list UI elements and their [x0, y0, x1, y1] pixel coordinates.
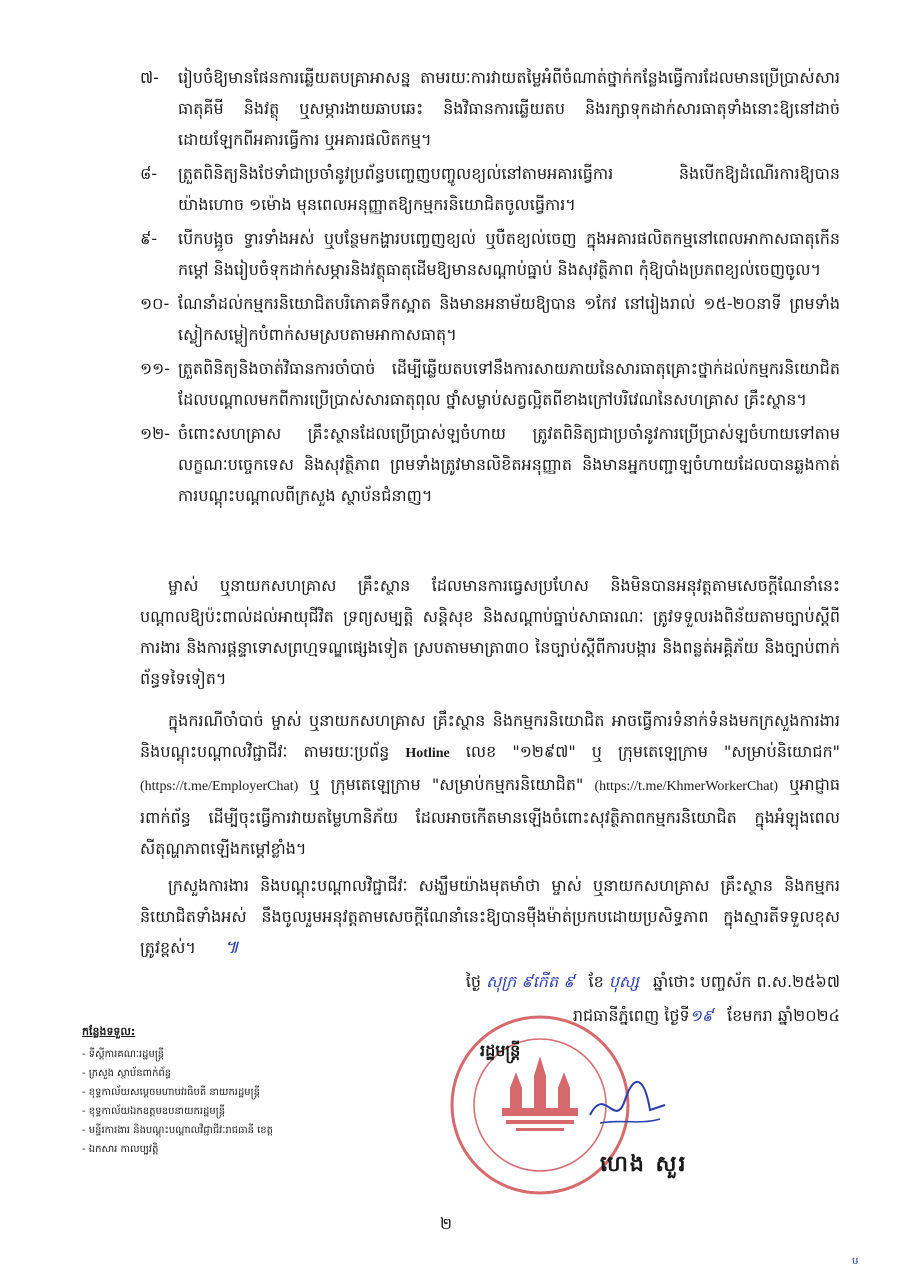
penalty-paragraph: ម្ចាស់ ឬនាយកសហគ្រាស គ្រឹះស្ថាន ដែលមានការធ្វេសប្រហែស និងមិនបានអនុវត្តតាមសេចក្តីណែនាំនេះ បណ្តាលឱ្យប៉ះពាល់ដល់អាយុជីវិត ទ្រព្យសម្បត្តិ សន្តិសុខ និងសណ្តាប់ធ្នាប់សាធារណៈ ត្រូវទទួលរងពិន័យតាមច្បាប់ស្តីពីការងារ និងការផ្តន្ទាទោសព្រហ្មទណ្ឌផ្សេងទៀត ស្របតាមមាត្រា៣០ នៃច្បាប់ស្តីពីការបង្ការ និងពន្លត់អគ្គិភ័យ និងច្បាប់ពាក់ព័ន្ធទទៃទៀត។ — [140, 576, 840, 688]
recipient-item: - ទីស្តីការគណៈរដ្ឋមន្ត្រី — [82, 1049, 165, 1060]
item-text: បើកបង្អួច ទ្វារទាំងអស់ ឬបន្ថែមកង្ហារបញ្ចេញខ្យល់ ឬបឺតខ្យល់ចេញ ក្នុងអគារផលិតកម្មនៅពេលអាកាសធាតុកើនកម្តៅ និងរៀបចំទុកដាក់សម្ភារនិងវត្ថុធាតុដើមឱ្យមានសណ្តាប់ធ្នាប់ និងសុវត្ថិភាព កុំឱ្យបាំងប្រភពខ្យល់ចេញចូល។ — [178, 229, 840, 279]
city-date: រាជធានីភ្នំពេញ ថ្ងៃទី១៩ — [572, 1006, 714, 1025]
contact-paragraph — [140, 705, 840, 864]
hotline-label: Hotline — [405, 746, 450, 761]
recipient-item: - មន្ទីរការងារ និងបណ្តុះបណ្តាលវិជ្ជាជីវៈរាជធានី ខេត្ត — [82, 1125, 274, 1136]
recipient-item: - ខុទ្ទកាល័យសម្តេចមហាបវរធិបតី នាយករដ្ឋមន្ត្រី — [82, 1087, 260, 1098]
item-text: ត្រួតពិនិត្យនិងថែទាំជាប្រចាំនូវប្រព័ន្ធបញ្ចេញបញ្ចូលខ្យល់នៅតាមអគារធ្វើការ និងបើកឱ្យដំណើរការឱ្យបានយ៉ាងហោច ១ម៉ោង មុនពេលអនុញ្ញាតឱ្យកម្មករនិយោជិតចូលធ្វើការ។ — [178, 164, 840, 214]
lunar-date-line — [420, 965, 840, 999]
recipient-item: - ខុទ្ទកាល័យឯកឧត្តមឧបនាយករដ្ឋមន្ត្រី — [82, 1106, 226, 1117]
closing-paragraph — [140, 870, 840, 963]
year-text: ឆ្នាំថោះ បញ្ចស័ក ព.ស.២៥៦៧ — [653, 972, 840, 991]
list-item — [140, 353, 840, 415]
recipient-item: - ឯកសារ កាលប្បវត្តិ — [82, 1144, 159, 1155]
guideline-list — [140, 62, 840, 514]
item-text: រៀបចំឱ្យមានផែនការឆ្លើយតបគ្រាអាសន្ន តាមរយៈការវាយតម្លៃអំពីចំណាត់ថ្នាក់កន្លែងធ្វើការដែលមានប្រើប្រាស់សារធាតុគីមី និងវត្ថុ ឬសម្ភារងាយឆាបឆេះ និងវិធានការឆ្លើយតប និងរក្សាទុកដាក់សារធាតុទាំងនោះឱ្យនៅដាច់ដោយឡែកពីអគារធ្វើការ ឬអគារផលិតកម្ម។ — [178, 68, 840, 149]
employer-chat-link[interactable]: (https://t.me/EmployerChat) — [140, 779, 299, 794]
recipients-title: កន្លែងទទួល: — [82, 1025, 136, 1038]
contact-text: ក្នុងករណីចាំបាច់ ម្ចាស់ ឬនាយកសហគ្រាស គ្រឹះស្ថាន និងកម្មករនិយោជិត អាចធ្វើការទំនាក់ទំនងមកក្រសួងការងារ និងបណ្តុះបណ្តាលវិជ្ជាជីវៈ តាមរយៈប្រព័ន្ធ — [140, 711, 840, 761]
list-item — [140, 158, 840, 220]
day-handwritten: សុក្រ ៩កើត ៩ — [486, 972, 575, 991]
contact-text: លេខ "១២៩៧" ឬ ក្រុមតេឡេក្រាម "សម្រាប់និយោជក" — [465, 742, 841, 761]
list-item — [140, 223, 840, 285]
list-item — [140, 62, 840, 155]
item-number: ១០- — [140, 294, 170, 313]
signature — [580, 1075, 670, 1135]
item-text: ចំពោះសហគ្រាស គ្រឹះស្ថានដែលប្រើប្រាស់ឡចំហាយ ត្រូវតពិនិត្យជាប្រចាំនូវការប្រើប្រាស់ឡចំហាយទៅតាមលក្ខណៈបច្ចេកទេស និងសុវត្ថិភាព ព្រមទាំងត្រូវមានលិខិតអនុញ្ញាត និងមានអ្នកបញ្ជាឡចំហាយដែលបានឆ្លងកាត់ការបណ្តុះបណ្តាលពីក្រសួង ស្ថាប័នជំនាញ។ — [178, 424, 840, 505]
item-number: ១១- — [140, 359, 170, 378]
minister-title: រដ្ឋមន្ត្រី — [480, 1041, 521, 1060]
recipient-item: - ក្រសួង ស្ថាប័នពាក់ព័ន្ធ — [82, 1068, 172, 1079]
item-number: ១២- — [140, 424, 170, 443]
closing-text: ក្រសួងការងារ និងបណ្តុះបណ្តាលវិជ្ជាជីវៈ សង្ឃឹមយ៉ាងមុតមាំថា ម្ចាស់ ឬនាយកសហគ្រាស គ្រឹះស្ថាន និងកម្មករនិយោជិតទាំងអស់ នឹងចូលរួមអនុវត្តតាមសេចក្តីណែនាំនេះឱ្យបានម៉ឺងម៉ាត់ប្រកបដោយប្រសិទ្ធភាព ក្នុងស្មារតីទទួលខុសត្រូវខ្ពស់។ — [140, 876, 840, 957]
minister-name: ហេង សួរ — [600, 1152, 688, 1177]
item-number: ៧- — [140, 68, 159, 87]
list-item — [140, 418, 840, 511]
city-day-handwritten: ១៩ — [689, 1006, 714, 1025]
month-handwritten: បុស្ស — [608, 972, 640, 991]
contact-text: ឬអាជ្ញាធរពាក់ព័ន្ធ ដើម្បីចុះធ្វើការវាយតម្លៃហានិភ័យ ដែលអាចកើតមានឡើងចំពោះសុវត្ថិភាពកម្មករនិយោជិត ក្នុងអំឡុងពេលសីតុណ្ហភាពឡើងកម្តៅខ្លាំង។ — [140, 775, 840, 858]
page-number: ២ — [440, 1214, 453, 1233]
worker-chat-link[interactable]: (https://t.me/KhmerWorkerChat) — [594, 779, 779, 794]
contact-text: ឬ ក្រុមតេឡេក្រាម "សម្រាប់កម្មករនិយោជិត" — [309, 775, 584, 794]
item-text: ត្រួតពិនិត្យនិងចាត់វិធានការចាំបាច់ ដើម្បីឆ្លើយតបទៅនឹងការសាយភាយនៃសារធាតុគ្រោះថ្នាក់ដល់កម្មករនិយោជិត ដែលបណ្តាលមកពីការប្រើប្រាស់សារធាតុពុល ថ្នាំសម្លាប់សត្វល្អិតពីខាងក្រៅបរិវេណនៃសហគ្រាស គ្រឹះស្ថាន។ — [178, 359, 840, 409]
city-month: ខែមករា ឆ្នាំ២០២៤ — [727, 1006, 840, 1025]
corner-initial-mark: ឞ — [852, 1256, 859, 1267]
item-text: ណែនាំដល់កម្មករនិយោជិតបរិភោគទឹកស្អាត និងមានអនាម័យឱ្យបាន ១កែវ នៅរៀងរាល់ ១៥-២០នាទី ព្រមទាំងស្លៀកសម្លៀកបំពាក់សមស្របតាមអាកាសធាតុ។ — [178, 294, 840, 344]
day-label: ថ្ងៃ សុក្រ ៩កើត ៩ — [465, 972, 575, 991]
list-item — [140, 288, 840, 350]
item-number: ៩- — [140, 229, 158, 248]
month-label: ខែ បុស្ស — [588, 972, 640, 991]
recipients-list — [82, 1025, 412, 1159]
item-number: ៨- — [140, 164, 158, 183]
handwritten-mark: ៕ — [223, 937, 239, 958]
